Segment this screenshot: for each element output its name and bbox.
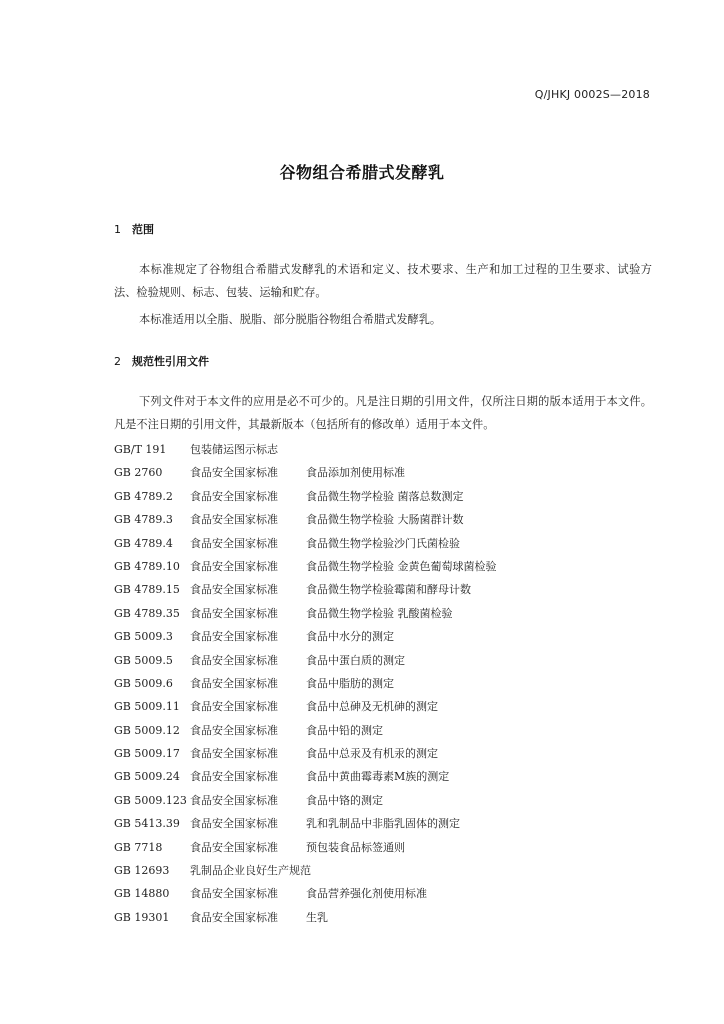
reference-code: GB 5009.123 xyxy=(114,793,187,807)
reference-category: 食品安全国家标准 xyxy=(190,770,278,784)
reference-title: 食品微生物学检验沙门氏菌检验 xyxy=(306,536,460,550)
reference-category: 食品安全国家标准 xyxy=(190,583,278,597)
reference-list xyxy=(114,438,497,929)
section-2-heading xyxy=(114,353,209,369)
reference-item xyxy=(114,812,497,835)
document-code: Q/JHKJ 0002S—2018 xyxy=(534,88,650,101)
section-1-heading xyxy=(114,221,154,237)
reference-title: 生乳 xyxy=(306,910,328,924)
reference-item xyxy=(114,719,497,742)
reference-item xyxy=(114,438,497,461)
reference-item xyxy=(114,555,497,578)
reference-code: GB 5009.3 xyxy=(114,630,173,644)
reference-title: 食品中铅的测定 xyxy=(306,723,383,737)
reference-code: GB 4789.4 xyxy=(114,536,173,550)
reference-title: 食品中水分的测定 xyxy=(306,630,394,644)
reference-item xyxy=(114,672,497,695)
reference-code: GB 4789.2 xyxy=(114,489,173,503)
section-number: 1 xyxy=(114,223,121,236)
reference-title: 食品中总砷及无机砷的测定 xyxy=(306,700,438,714)
reference-category: 食品安全国家标准 xyxy=(190,817,278,831)
reference-code: GB/T 191 xyxy=(114,443,167,456)
reference-item xyxy=(114,532,497,555)
reference-item xyxy=(114,882,497,905)
reference-category: 食品安全国家标准 xyxy=(190,513,278,527)
reference-item xyxy=(114,859,497,882)
reference-code: GB 4789.15 xyxy=(114,583,180,597)
reference-code: GB 14880 xyxy=(114,887,170,901)
reference-item xyxy=(114,765,497,788)
document-title: 谷物组合希腊式发酵乳 xyxy=(279,163,445,182)
reference-category: 食品安全国家标准 xyxy=(190,466,278,480)
reference-category: 食品安全国家标准 xyxy=(190,700,278,714)
reference-item xyxy=(114,789,497,812)
reference-item xyxy=(114,695,497,718)
reference-title: 食品微生物学检验 菌落总数测定 xyxy=(306,489,464,503)
reference-category: 包装储运图示标志 xyxy=(190,443,278,456)
reference-item xyxy=(114,625,497,648)
reference-category: 食品安全国家标准 xyxy=(190,630,278,644)
reference-title: 食品中黄曲霉毒素M族的测定 xyxy=(306,770,450,784)
scope-applicability-paragraph: 本标准适用以全脂、脱脂、部分脱脂谷物组合希腊式发酵乳。 xyxy=(139,313,442,326)
reference-item xyxy=(114,906,497,929)
reference-category: 食品安全国家标准 xyxy=(190,653,278,667)
reference-code: GB 5009.11 xyxy=(114,700,180,714)
reference-title: 食品添加剂使用标准 xyxy=(306,466,405,480)
reference-item xyxy=(114,508,497,531)
reference-code: GB 4789.10 xyxy=(114,559,180,573)
reference-code: GB 5009.17 xyxy=(114,747,180,761)
reference-category: 食品安全国家标准 xyxy=(190,723,278,737)
section-title: 范围 xyxy=(132,223,154,236)
reference-code: GB 4789.35 xyxy=(114,606,180,620)
reference-category: 食品安全国家标准 xyxy=(190,747,278,761)
reference-item xyxy=(114,485,497,508)
reference-code: GB 19301 xyxy=(114,910,170,924)
reference-code: GB 5413.39 xyxy=(114,817,180,831)
reference-item xyxy=(114,461,497,484)
reference-category: 食品安全国家标准 xyxy=(190,536,278,550)
reference-category: 食品安全国家标准 xyxy=(190,887,278,901)
reference-title: 食品微生物学检验 乳酸菌检验 xyxy=(306,606,453,620)
reference-title: 预包装食品标签通则 xyxy=(306,840,405,854)
reference-category: 食品安全国家标准 xyxy=(190,676,278,690)
reference-code: GB 5009.24 xyxy=(114,770,180,784)
scope-paragraph: 本标准规定了谷物组合希腊式发酵乳的术语和定义、技术要求、生产和加工过程的卫生要求、试验方法、检验规则、标志、包装、运输和贮存。 xyxy=(114,263,652,299)
reference-item xyxy=(114,602,497,625)
reference-category: 食品安全国家标准 xyxy=(190,489,278,503)
reference-category: 食品安全国家标准 xyxy=(190,606,278,620)
reference-category: 食品安全国家标准 xyxy=(190,793,278,807)
normative-references-paragraph: 下列文件对于本文件的应用是必不可少的。凡是注日期的引用文件，仅所注日期的版本适用于本文件。凡是不注日期的引用文件，其最新版本（包括所有的修改单）适用于本文件。 xyxy=(114,395,652,431)
reference-item xyxy=(114,742,497,765)
reference-title: 食品微生物学检验 大肠菌群计数 xyxy=(306,513,464,527)
reference-category: 乳制品企业良好生产规范 xyxy=(190,864,311,878)
reference-code: GB 12693 xyxy=(114,864,170,878)
reference-title: 食品中总汞及有机汞的测定 xyxy=(306,747,438,761)
reference-category: 食品安全国家标准 xyxy=(190,559,278,573)
reference-code: GB 2760 xyxy=(114,466,163,480)
reference-code: GB 7718 xyxy=(114,840,163,854)
reference-item xyxy=(114,578,497,601)
reference-title: 食品微生物学检验 金黄色葡萄球菌检验 xyxy=(306,559,497,573)
reference-code: GB 4789.3 xyxy=(114,513,173,527)
reference-code: GB 5009.12 xyxy=(114,723,180,737)
reference-title: 食品中蛋白质的测定 xyxy=(306,653,405,667)
reference-title: 食品微生物学检验霉菌和酵母计数 xyxy=(306,583,471,597)
section-title: 规范性引用文件 xyxy=(132,355,209,368)
reference-title: 食品中铬的测定 xyxy=(306,793,383,807)
reference-title: 食品营养强化剂使用标准 xyxy=(306,887,427,901)
reference-category: 食品安全国家标准 xyxy=(190,840,278,854)
reference-item xyxy=(114,649,497,672)
reference-code: GB 5009.6 xyxy=(114,676,173,690)
reference-category: 食品安全国家标准 xyxy=(190,910,278,924)
reference-title: 乳和乳制品中非脂乳固体的测定 xyxy=(306,817,460,831)
reference-item xyxy=(114,836,497,859)
reference-title: 食品中脂肪的测定 xyxy=(306,676,394,690)
section-number: 2 xyxy=(114,355,121,368)
reference-code: GB 5009.5 xyxy=(114,653,173,667)
